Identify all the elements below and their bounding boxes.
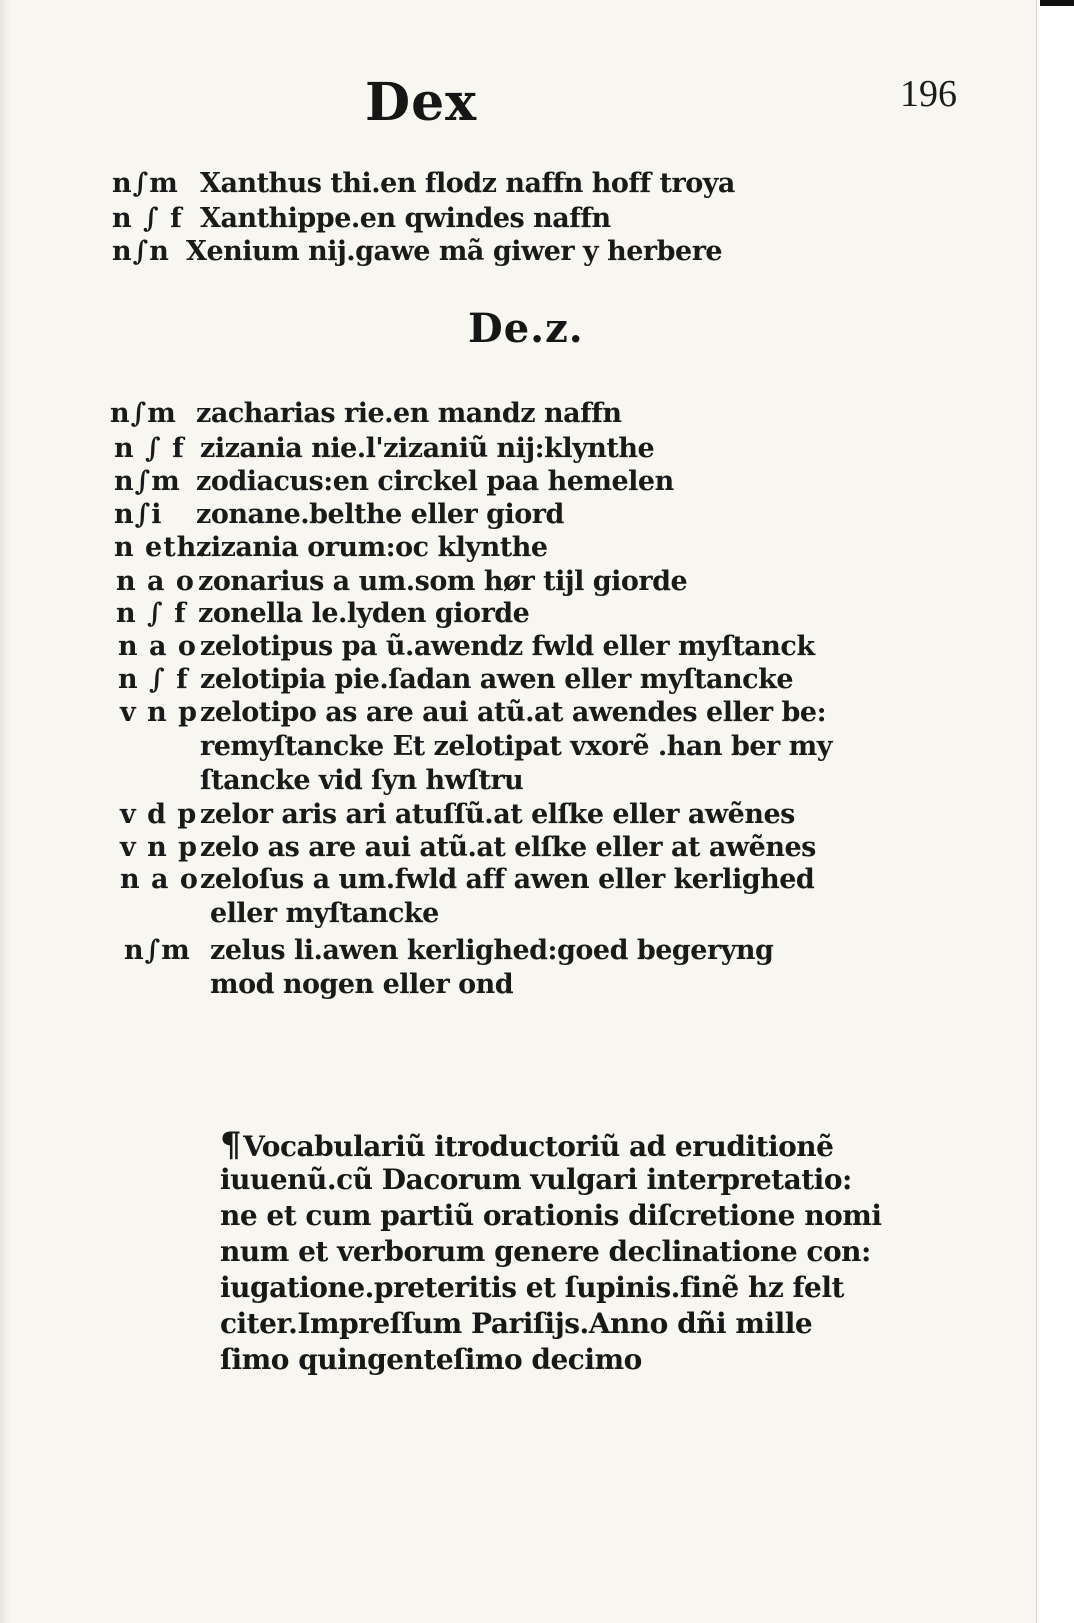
grammar-tag: v n p xyxy=(120,697,198,728)
grammar-tag: n∫n xyxy=(112,236,170,267)
grammar-tag: n∫i xyxy=(114,499,163,530)
entry-text: zelus li.awen kerlighed:goed begeryng xyxy=(210,935,774,966)
entry-text: zizania orum:oc klynthe xyxy=(196,532,548,563)
entry-text-continued: remyſtancke Et zelotipat vxorẽ .han ber my xyxy=(200,731,832,762)
page-edge-rule xyxy=(1040,0,1074,6)
colophon-line-6: citer.Impreſſum Pariſijs.Anno dñi mille xyxy=(220,1307,813,1340)
grammar-tag: n a o xyxy=(118,631,197,662)
grammar-tag: n ∫ f xyxy=(114,433,185,464)
entry-text: zelor aris ari atuſſũ.at elſke eller awẽnes xyxy=(200,799,795,830)
entry-text: zelotipo as are aui atũ.at awendes eller be: xyxy=(200,697,827,728)
entry-text: zodiacus:en circkel paa hemelen xyxy=(196,466,674,497)
grammar-tag: n a o xyxy=(120,864,199,895)
colophon-text: Vocabulariũ itroductoriũ ad eruditionẽ xyxy=(243,1130,834,1163)
colophon-line-4: num et verborum genere declinatione con: xyxy=(220,1235,871,1268)
grammar-tag: n∫m xyxy=(114,466,181,497)
colophon-line-1 xyxy=(220,1125,833,1165)
entry-text: zonella le.lyden giorde xyxy=(198,598,530,629)
entry-text: zeloſus a um.fwld aff awen eller kerlighed xyxy=(200,864,815,895)
entry-text: zelo as are aui atũ.at elſke eller at awẽnes xyxy=(200,832,816,863)
grammar-tag: n∫m xyxy=(112,168,179,199)
colophon-line-3: ne et cum partiũ orationis diſcretione nomi xyxy=(220,1199,882,1232)
section-heading-x: Dex xyxy=(365,72,478,133)
entry-text: Xanthippe.en qwindes naffn xyxy=(200,203,611,234)
page-number: 196 xyxy=(900,73,957,115)
grammar-tag: n ∫ f xyxy=(112,203,183,234)
entry-text: zizania nie.l'zizaniũ nij:klynthe xyxy=(200,433,655,464)
page-gutter-shadow xyxy=(0,0,10,1623)
colophon-line-5: iugatione.preteritis et ſupinis.finẽ hz felt xyxy=(220,1271,844,1304)
grammar-tag: n ∫ f xyxy=(118,664,189,695)
grammar-tag: n∫m xyxy=(124,935,191,966)
colophon-line-2: iuuenũ.cũ Dacorum vulgari interpretatio: xyxy=(220,1163,852,1196)
grammar-tag: v d p xyxy=(120,799,198,830)
entry-text: zonane.belthe eller giord xyxy=(196,499,564,530)
grammar-tag: n a o xyxy=(116,566,195,597)
entry-text-continued: eller myſtancke xyxy=(210,898,439,929)
grammar-tag: n eth. xyxy=(114,532,208,563)
colophon-line-7: ſimo quingenteſimo decimo xyxy=(220,1343,642,1376)
entry-text: Xanthus thi.en flodz naffn hoff troya xyxy=(200,168,735,199)
entry-text: Xenium nij.gawe mã giwer y herbere xyxy=(186,236,723,267)
entry-text: zonarius a um.som hør tijl giorde xyxy=(198,566,688,597)
grammar-tag: v n p xyxy=(120,832,198,863)
entry-text-continued: ſtancke vid ſyn hwſtru xyxy=(200,765,524,796)
entry-text: zelotipia pie.ſadan awen eller myſtancke xyxy=(200,664,793,695)
entry-text-continued: mod nogen eller ond xyxy=(210,969,514,1000)
pilcrow-mark: ¶ xyxy=(220,1125,242,1165)
grammar-tag: n ∫ f xyxy=(116,598,187,629)
section-heading-z: De.z. xyxy=(468,305,584,352)
entry-text: zelotipus pa ũ.awendz fwld eller myſtanck xyxy=(200,631,815,662)
entry-text: zacharias rie.en mandz naffn xyxy=(196,398,622,429)
grammar-tag: n∫m xyxy=(110,398,177,429)
